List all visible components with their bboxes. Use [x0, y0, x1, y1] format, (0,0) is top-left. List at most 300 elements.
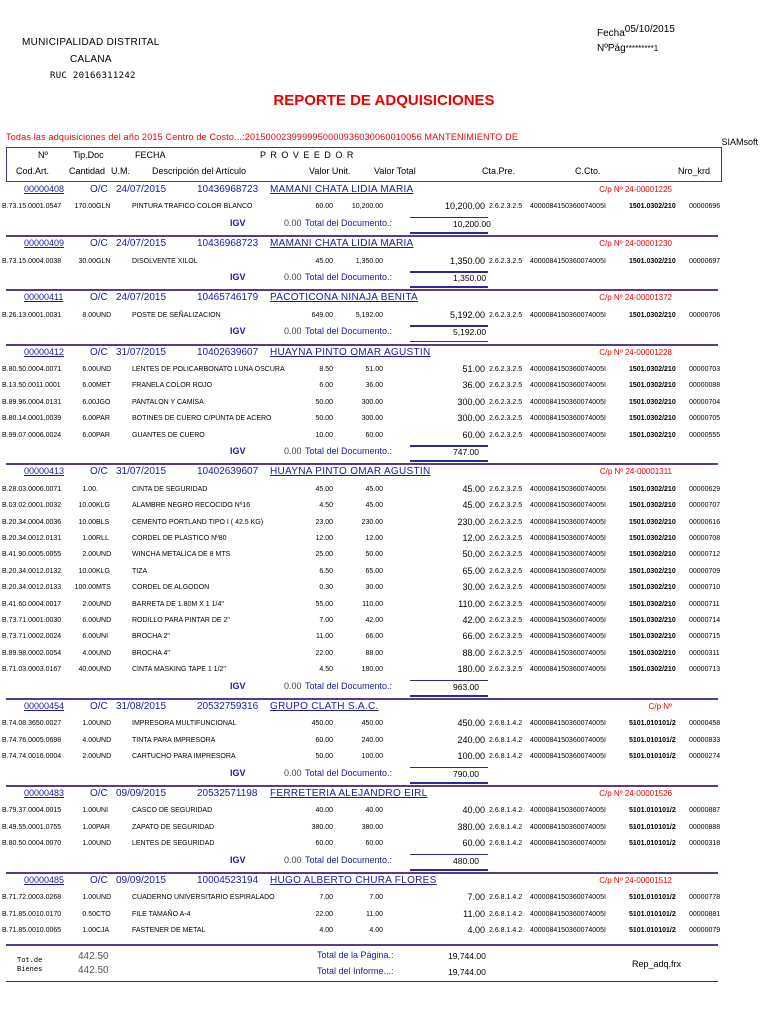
line-total: 110.00: [362, 600, 383, 608]
item-total: 230.00: [457, 516, 485, 527]
budget-account: 2.6.8.1.4.2: [489, 720, 523, 728]
doc-type: O/C: [90, 701, 108, 712]
article-code: B.80.50.0004.0070: [2, 840, 62, 848]
kardex-number: 00000881: [689, 910, 721, 918]
col-proveedor: P R O V E E D O R: [260, 150, 355, 160]
payment-voucher: C/p Nº 24-00001228: [599, 347, 672, 357]
item-quantity: 6.00: [82, 415, 96, 423]
budget-account: 2.6.2.3.2.5: [489, 366, 523, 373]
item-description: FASTENER DE METAL: [132, 927, 206, 935]
item-total: 30.00: [462, 582, 485, 593]
subtotal-underline: [410, 232, 488, 234]
payment-voucher: C/p Nº 24-00001230: [599, 239, 672, 249]
subtotal-underline: [410, 782, 488, 784]
igv-label: IGV: [230, 272, 246, 282]
item-quantity: 30.00: [78, 257, 96, 265]
budget-goal: 1501.0302/210: [629, 203, 676, 211]
article-code: B.28.03.0006.0071: [2, 485, 62, 493]
igv-label: IGV: [230, 326, 246, 337]
kardex-number: 00000311: [689, 649, 720, 657]
line-total: 66.00: [365, 633, 383, 641]
line-total: 51.00: [365, 366, 383, 373]
payment-voucher: C/p Nº 24-00001225: [599, 185, 672, 194]
supplier-ruc: 10465746179: [197, 292, 259, 304]
article-code: B.41.90.0005.0055: [2, 551, 62, 559]
item-quantity: 6.00: [82, 633, 96, 641]
payment-voucher: C/p Nº 24-00001372: [599, 293, 672, 303]
item-total: 10,200.00: [444, 201, 485, 212]
col-c-cto: C.Cto.: [575, 166, 601, 176]
doc-type: O/C: [90, 788, 108, 799]
group-separator: [6, 872, 718, 874]
unit-of-measure: UND: [96, 840, 112, 848]
item-quantity: 1.00: [82, 485, 96, 493]
budget-account: 2.6.2.3.2.5: [489, 551, 523, 559]
line-total: 5,192.00: [355, 311, 383, 319]
budget-goal: 1501.0302/210: [629, 551, 676, 559]
item-quantity: 4.00: [82, 736, 96, 744]
unit-value: 60.00: [315, 736, 333, 744]
budget-goal: 1501.0302/210: [629, 398, 676, 406]
budget-account: 2.6.8.1.4.2: [489, 927, 523, 935]
budget-account: 2.6.2.3.2.5: [489, 502, 523, 510]
payment-voucher: C/p Nº 24-00001526: [599, 789, 672, 798]
budget-account: 2.6.2.3.2.5: [489, 203, 523, 211]
col-valor-total: Valor Total: [374, 166, 416, 176]
budget-goal: 1501.0302/210: [629, 666, 676, 674]
supplier-ruc: 10402639607: [197, 346, 259, 358]
budget-goal: 1501.0302/210: [629, 502, 676, 510]
kardex-number: 00000703: [689, 366, 721, 373]
column-header-box: [6, 147, 722, 182]
unit-of-measure: UND: [96, 894, 112, 902]
item-description: BOTINES DE CUERO C/PUNTA DE ACERO: [132, 415, 272, 423]
article-code: B.20.34.0012.0131: [2, 535, 62, 542]
date-field: [597, 24, 675, 39]
budget-goal: 5101.010101/2: [629, 927, 676, 935]
kardex-number: 00000707: [689, 502, 721, 510]
line-total: 300.00: [361, 415, 383, 423]
budget-account: 2.6.8.1.4.2: [489, 807, 523, 815]
order-date: 09/09/2015: [116, 875, 167, 886]
col-valor-unit: Valor Unit.: [309, 166, 351, 176]
subtotal-underline: [410, 460, 488, 462]
budget-account: 2.6.2.3.2.5: [489, 617, 523, 624]
supplier-ruc: 20532759316: [197, 701, 259, 712]
budget-goal: 1501.0302/210: [629, 649, 676, 657]
order-number-link[interactable]: 00000483: [24, 788, 65, 798]
cost-center: 4000084150360074005I: [530, 257, 606, 265]
order-date: 09/09/2015: [116, 788, 167, 799]
igv-label: IGV: [230, 767, 246, 778]
unit-value: 4.50: [319, 502, 333, 510]
item-total: 300.00: [457, 396, 485, 407]
unit-value: 450.00: [311, 720, 333, 728]
document-total-label: Total del Documento.:: [305, 272, 393, 282]
unit-of-measure: PAR: [96, 431, 110, 439]
budget-account: 2.6.8.1.4.2: [489, 823, 523, 831]
line-total: 11.00: [366, 910, 383, 918]
item-total: 7.00: [467, 892, 485, 903]
page-total-value: 19,744.00: [448, 951, 486, 961]
item-quantity: 8.00: [82, 311, 96, 319]
unit-value: 12.00: [315, 535, 333, 542]
unit-value: 45.00: [315, 257, 333, 265]
supplier-ruc: 10004523194: [197, 875, 259, 886]
kardex-number: 00000778: [689, 894, 721, 902]
group-separator: [6, 463, 718, 465]
budget-goal: 1501.0302/210: [629, 257, 676, 265]
unit-value: 25.00: [315, 551, 333, 559]
unit-of-measure: MET: [96, 382, 111, 390]
supplier-name-link[interactable]: HUGO ALBERTO CHURA FLORES: [270, 875, 437, 886]
order-date: 31/07/2015: [116, 346, 167, 358]
line-total: 65.00: [365, 567, 383, 575]
unit-of-measure: RLL: [96, 535, 109, 542]
org-district: CALANA: [70, 54, 112, 65]
unit-of-measure: UND: [96, 720, 112, 728]
item-description: TIZA: [132, 567, 148, 575]
unit-of-measure: MTS: [96, 584, 111, 592]
cost-center: 4000084150360074005I: [530, 431, 606, 439]
item-description: PANTALON Y CAMISA: [132, 398, 204, 406]
budget-goal: 1501.0302/210: [629, 366, 676, 373]
item-total: 51.00: [462, 364, 485, 374]
igv-value: 0.00: [284, 272, 302, 282]
item-quantity: 6.00: [82, 366, 96, 373]
budget-goal: 1501.0302/210: [629, 415, 676, 423]
item-quantity: 1.00: [82, 720, 96, 728]
unit-value: 22.00: [315, 910, 333, 918]
report-total-label: Total del Informe...:: [317, 966, 394, 976]
article-code: B.03.02.0001.0032: [2, 502, 62, 510]
line-total: 40.00: [365, 807, 383, 815]
cost-center: 4000084150360074005I: [530, 502, 606, 510]
page-number-field: [597, 43, 658, 54]
col-cta-pre: Cta.Pre.: [482, 166, 516, 176]
cost-center: 4000084150360074005I: [530, 567, 606, 575]
budget-account: 2.6.2.3.2.5: [489, 535, 523, 542]
item-total: 50.00: [462, 549, 485, 560]
supplier-name-link[interactable]: MAMANI CHATA LIDIA MARIA: [270, 238, 414, 250]
item-total: 40.00: [462, 805, 485, 816]
item-description: BARRETA DE 1.80M X 1 1/4": [132, 600, 224, 608]
supplier-name-link[interactable]: HUAYNA PINTO OMAR AGUSTIN: [270, 346, 431, 358]
order-number-link[interactable]: 00000454: [24, 701, 65, 711]
article-code: B.71.72.0003.0268: [2, 894, 62, 902]
item-description: GUANTES DE CUERO: [132, 431, 205, 439]
igv-value: 0.00: [284, 326, 302, 337]
item-total: 300.00: [457, 413, 485, 424]
article-code: B.20.34.0004.0036: [2, 518, 62, 526]
unit-value: 380.00: [311, 823, 333, 831]
budget-goal: 1501.0302/210: [629, 617, 676, 624]
tot-label-1: Tot.de: [17, 956, 43, 964]
document-total-value: 747.00: [453, 447, 479, 457]
item-total: 60.00: [462, 838, 485, 849]
article-code: B.20.34.0012.0133: [2, 584, 62, 592]
item-quantity: 6.00: [82, 398, 96, 406]
item-description: POSTE DE SEÑALIZACION: [132, 311, 221, 319]
budget-account: 2.6.8.1.4.2: [489, 753, 523, 761]
budget-account: 2.6.8.1.4.2: [489, 736, 523, 744]
article-code: B.41.60.0004.0017: [2, 600, 62, 608]
cost-center: 4000084150360074005I: [530, 720, 606, 728]
item-description: DISOLVENTE XILOL: [132, 257, 198, 265]
budget-account: 2.6.2.3.2.5: [489, 431, 523, 439]
unit-value: 50.00: [315, 753, 333, 761]
report-subtitle: Todas las adquisiciones del año 2015 Centro de Costo...:2015000239999950000936030060010056 MANTENIMIENTO DE: [6, 132, 519, 142]
order-date: 24/07/2015: [116, 184, 167, 195]
item-description: CASCO DE SEGURIDAD: [132, 807, 213, 815]
line-total: 450.00: [361, 720, 383, 728]
tot-label-2: Bienes: [17, 965, 43, 973]
item-quantity: 2.00: [82, 551, 96, 559]
igv-value: 0.00: [284, 680, 302, 691]
item-total: 12.00: [462, 533, 485, 543]
group-separator: [6, 289, 718, 291]
doc-type: O/C: [90, 238, 108, 250]
cost-center: 4000084150360074005I: [530, 366, 606, 373]
budget-goal: 1501.0302/210: [629, 567, 676, 575]
item-quantity: 40.00: [78, 666, 96, 674]
page-total-label: Total de la Página.:: [317, 950, 394, 960]
col-fecha: FECHA: [135, 150, 166, 160]
supplier-ruc: 10436968723: [197, 184, 259, 195]
group-separator: [6, 785, 718, 787]
unit-value: 4.00: [319, 927, 333, 935]
item-total: 42.00: [462, 615, 485, 625]
article-code: B.71.85.0010.0065: [2, 927, 62, 935]
unit-value: 40.00: [315, 807, 333, 815]
kardex-number: 00000079: [689, 927, 721, 935]
item-description: CUADERNO UNIVERSITARIO ESPIRALADO: [132, 894, 275, 902]
document-total-label: Total del Documento.:: [305, 680, 393, 691]
document-total-label: Total del Documento.:: [305, 446, 393, 456]
unit-value: 23.00: [315, 518, 333, 526]
budget-account: 2.6.8.1.4.2: [489, 840, 523, 848]
kardex-number: 00000713: [689, 666, 721, 674]
kardex-number: 00000318: [689, 840, 721, 848]
supplier-name-link[interactable]: GRUPO CLATH S.A.C.: [270, 701, 379, 712]
item-total: 45.00: [462, 500, 485, 511]
kardex-number: 00000711: [689, 600, 720, 608]
cost-center: 4000084150360074005I: [530, 551, 606, 559]
item-description: RODILLO PARA PINTAR DE 2": [132, 617, 230, 624]
cost-center: 4000084150360074005I: [530, 649, 606, 657]
kardex-number: 00000088: [689, 382, 721, 390]
unit-of-measure: UND: [96, 551, 112, 559]
budget-account: 2.6.2.3.2.5: [489, 485, 523, 493]
unit-value: 6.50: [319, 567, 333, 575]
group-separator: [6, 698, 718, 700]
item-total: 88.00: [462, 647, 485, 658]
doc-type: O/C: [90, 875, 108, 886]
article-code: B.80.50.0004.0071: [2, 366, 62, 373]
budget-goal: 5101.010101/2: [629, 736, 676, 744]
kardex-number: 00000888: [689, 823, 721, 831]
budget-account: 2.6.2.3.2.5: [489, 584, 523, 592]
page-label: NºPág: [597, 43, 626, 54]
item-quantity: 1.00: [82, 807, 96, 815]
item-total: 5,192.00: [449, 309, 485, 320]
item-quantity: 1.00: [82, 927, 96, 935]
line-total: 100.00: [361, 753, 383, 761]
igv-label: IGV: [230, 854, 246, 865]
order-number-link[interactable]: 00000412: [24, 346, 65, 357]
cost-center: 4000084150360074005I: [530, 600, 606, 608]
item-quantity: 10.00: [78, 518, 96, 526]
document-total-value: 10,200.00: [453, 218, 491, 229]
cost-center: 4000084150360074005I: [530, 535, 606, 542]
article-code: B.13.50.0011.0001: [2, 382, 61, 390]
supplier-name-link[interactable]: MAMANI CHATA LIDIA MARIA: [270, 184, 414, 195]
unit-value: 50.00: [315, 398, 333, 406]
igv-label: IGV: [230, 217, 246, 228]
kardex-number: 00000706: [689, 311, 721, 319]
order-number-link[interactable]: 00000408: [24, 184, 65, 194]
group-separator: [6, 344, 718, 346]
item-total: 240.00: [457, 734, 485, 745]
kardex-number: 00000712: [689, 551, 721, 559]
unit-value: 60.00: [315, 840, 333, 848]
order-number-link[interactable]: 00000411: [24, 292, 64, 303]
subtotal-underline: [410, 341, 488, 343]
unit-value: 50.00: [315, 415, 333, 423]
cost-center: 4000084150360074005I: [530, 840, 606, 848]
item-quantity: 10.00: [78, 567, 96, 575]
supplier-name-link[interactable]: PACOTICONA NINAJA BENITA: [270, 292, 418, 304]
item-total: 110.00: [458, 598, 485, 609]
document-total-value: 1,350.00: [453, 273, 487, 283]
unit-of-measure: UND: [96, 366, 112, 373]
article-code: B.73.15.0004.0038: [2, 257, 62, 265]
unit-of-measure: JGO: [96, 398, 111, 406]
cost-center: 4000084150360074005I: [530, 736, 606, 744]
unit-value: 649.00: [311, 311, 333, 319]
line-total: 50.00: [365, 551, 383, 559]
order-date: 31/07/2015: [116, 466, 167, 478]
item-quantity: 1.00: [82, 823, 96, 831]
unit-of-measure: GLN: [96, 257, 111, 265]
document-total-value: 480.00: [453, 855, 479, 866]
line-total: 7.00: [369, 894, 383, 902]
unit-of-measure: UND: [96, 311, 112, 319]
line-total: 42.00: [365, 617, 383, 624]
unit-of-measure: BLS: [96, 518, 110, 526]
col-num: Nº: [38, 150, 48, 160]
item-total: 180.00: [457, 664, 485, 675]
budget-goal: 1501.0302/210: [629, 311, 676, 319]
item-total: 380.00: [457, 821, 485, 832]
cost-center: 4000084150360074005I: [530, 910, 606, 918]
col-tipdoc: Tip.Doc: [73, 150, 104, 160]
item-description: CEMENTO PORTLAND TIPO I ( 42.5 KG): [132, 518, 264, 526]
budget-goal: 1501.0302/210: [629, 518, 676, 526]
unit-of-measure: UND: [96, 617, 112, 624]
line-total: 1,350.00: [355, 257, 383, 265]
tot-bienes-label: [17, 956, 42, 974]
unit-of-measure: KLG: [96, 502, 111, 510]
order-number-link[interactable]: 00000413: [24, 466, 65, 477]
item-description: IMPRESORA MULTIFUNCIONAL: [132, 720, 237, 728]
article-code: B.71.03.0003.0167: [2, 666, 62, 674]
cost-center: 4000084150360074005I: [530, 894, 606, 902]
unit-value: 7.00: [319, 617, 333, 624]
unit-of-measure: UND: [96, 666, 112, 674]
unit-of-measure: UND: [96, 736, 112, 744]
date-value: 05/10/2015: [624, 24, 675, 35]
unit-value: 45.00: [315, 485, 333, 493]
subtotal-underline: [410, 869, 488, 871]
footer-bottom-line: [6, 981, 718, 982]
kardex-number: 00000704: [689, 398, 721, 406]
item-description: LENTES DE SEGURIDAD: [132, 840, 215, 848]
article-code: B.71.85.0010.0170: [2, 910, 62, 918]
budget-account: 2.6.2.3.2.5: [489, 382, 523, 390]
budget-account: 2.6.2.3.2.5: [489, 311, 523, 319]
supplier-name-link[interactable]: FERRETERIA ALEJANDRO EIRL: [270, 788, 428, 799]
document-total-label: Total del Documento.:: [305, 217, 393, 228]
item-total: 45.00: [462, 483, 485, 494]
budget-account: 2.6.8.1.4.2: [489, 894, 523, 902]
cost-center: 4000084150360074005I: [530, 617, 606, 624]
unit-value: 10.00: [315, 431, 333, 439]
line-total: 12.00: [365, 535, 383, 542]
kardex-number: 00000710: [689, 584, 721, 592]
budget-account: 2.6.2.3.2.5: [489, 567, 523, 575]
item-total: 36.00: [462, 380, 485, 391]
item-quantity: 1.00: [82, 894, 96, 902]
order-number-link[interactable]: 00000485: [24, 875, 65, 885]
document-total-value: 790.00: [453, 768, 479, 779]
budget-goal: 5101.010101/2: [629, 720, 676, 728]
item-description: CINTA DE SEGURIDAD: [132, 485, 208, 493]
order-date: 24/07/2015: [116, 238, 167, 250]
supplier-ruc: 10402639607: [197, 466, 259, 478]
item-description: CINTA MASKING TAPE 1 1/2": [132, 666, 226, 674]
item-description: CARTUCHO PARA IMPRESORA: [132, 753, 236, 761]
order-number-link[interactable]: 00000409: [24, 238, 65, 249]
line-total: 88.00: [365, 649, 383, 657]
payment-voucher: C/p Nº 24-00001311: [599, 467, 672, 477]
budget-goal: 1501.0302/210: [629, 431, 676, 439]
supplier-name-link[interactable]: HUAYNA PINTO OMAR AGUSTIN: [270, 466, 431, 478]
item-description: CORDEL DE PLASTICO Nº80: [132, 535, 227, 542]
doc-type: O/C: [90, 292, 108, 304]
item-total: 1,350.00: [449, 255, 485, 266]
item-total: 11.00: [463, 908, 485, 919]
col-cantidad: Cantidad: [69, 166, 106, 176]
item-total: 66.00: [462, 631, 485, 642]
item-quantity: 170.00: [74, 203, 96, 211]
article-code: B.99.07.0006.0024: [2, 431, 62, 439]
unit-value: 22.00: [315, 649, 333, 657]
item-quantity: 6.00: [82, 617, 96, 624]
kardex-number: 00000555: [689, 431, 721, 439]
report-total-value: 19,744.00: [448, 967, 486, 977]
article-code: B.80.14.0001.0039: [2, 415, 62, 423]
document-total-value: 963.00: [453, 681, 479, 692]
kardex-number: 00000616: [689, 518, 721, 526]
budget-goal: 5101.010101/2: [629, 823, 676, 831]
order-date: 24/07/2015: [116, 292, 167, 304]
page-value: *********1: [625, 44, 659, 53]
org-name: MUNICIPALIDAD DISTRITAL: [22, 37, 160, 48]
item-quantity: 4.00: [82, 649, 96, 657]
line-total: 60.00: [365, 840, 383, 848]
item-description: ALAMBRE NEGRO RECOCIDO Nº16: [132, 502, 251, 510]
